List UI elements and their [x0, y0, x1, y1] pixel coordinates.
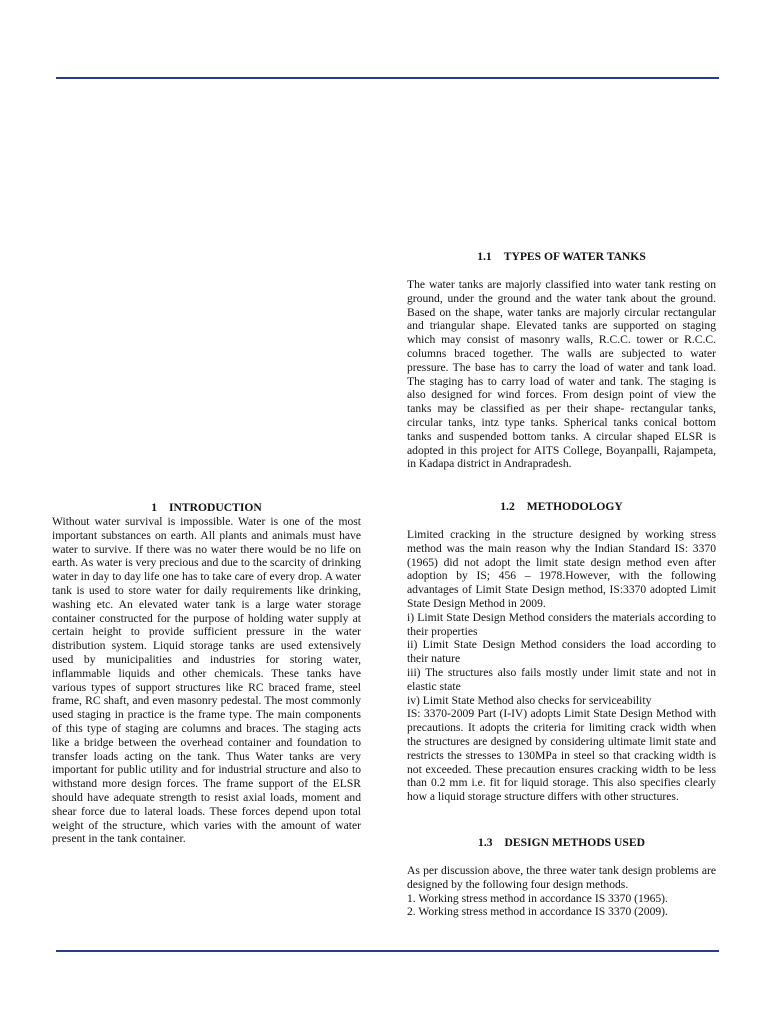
methodology-paragraph-2: IS: 3370-2009 Part (I-IV) adopts Limit State Design Method with precautions. It adopts the criteria for limiting crack width when the structures are designed by considering ultimate limit state and restricts the stresses to 130MPa in steel so that cracking width is not exceeded. These precaution ensures cracking width to be less than 0.2 mm i.e. fit for liquid storage. This also specifies clearly how a liquid storage structure differs with other structures.: [407, 707, 716, 804]
section-design-methods: [407, 836, 716, 919]
section-title: DESIGN METHODS USED: [504, 836, 645, 849]
section-number: 1: [151, 501, 158, 514]
footer-rule: [56, 950, 719, 952]
design-methods-list-item: 1. Working stress method in accordance IS 3370 (1965).: [407, 891, 668, 905]
section-title: METHODOLOGY: [526, 500, 623, 513]
introduction-paragraph: Without water survival is impossible. Water is one of the most important substances on earth. All plants and animals must have water to survive. If there was no water there would be no life on earth. As water is very precious and due to the scarcity of drinking water in day to day life one has to take care of every drop. A water tank is used to store water for daily requirements like drinking, washing etc. An elevated water tank is a large water storage container constructed for the purpose of holding water supply at certain height to provide sufficient pressure in the water distribution system. Liquid storage tanks are used extensively used by municipalities and industries for storing water, inflammable liquids and other chemicals. These tanks have various types of support structures like RC braced frame, steel frame, RC shaft, and even masonry pedestal. The most commonly used staging in practice is the frame type. The main components of this type of staging are columns and braces. The staging acts like a bridge between the overhead container and foundation to transfer loads acting on the tank. Thus Water tanks are very important for public utility and for industrial structure and also to withstand more design forces. The frame support of the ELSR should have adequate strength to resist axial loads, moment and shear force due to lateral loads. These forces depend upon total weight of the structure, which varies with the amount of water present in the tank container.: [52, 515, 361, 846]
methodology-list-item: iii) The structures also fails mostly under limit state and not in elastic state: [407, 665, 716, 693]
section-heading-types: [407, 250, 716, 264]
methodology-list-item: iv) Limit State Method also checks for serviceability: [407, 693, 652, 707]
section-number: 1.3: [478, 836, 493, 849]
methodology-list-item: i) Limit State Design Method considers the materials according to their properties: [407, 610, 716, 638]
methodology-list-item: ii) Limit State Design Method considers the load according to their nature: [407, 638, 716, 666]
section-types-of-water-tanks: [407, 250, 716, 471]
section-heading-methodology: [407, 500, 716, 514]
left-column: [52, 501, 361, 846]
section-methodology: [407, 500, 716, 804]
types-paragraph: The water tanks are majorly classified into water tank resting on ground, under the ground and the water tank about the ground. Based on the shape, water tanks are majorly circular rectangular and triangular shape. Elevated tanks are supported on staging which may consist of masonry walls, R.C.C. tower or R.C.C. columns braced together. The walls are subjected to water pressure. The base has to carry the load of water and tank load. The staging has to carry load of water and tank. The staging is also designed for wind forces. From design point of view the tanks may be classified as per their shape- rectangular tanks, circular tanks, intz type tanks. Spherical tanks conical bottom tanks and suspended bottom tanks. A circular shaped ELSR is adopted in this project for AITS College, Boyanpalli, Rajampeta, in Kadapa district in Andrapradesh.: [407, 278, 716, 471]
section-title: TYPES OF WATER TANKS: [503, 250, 646, 263]
section-number: 1.2: [500, 500, 515, 513]
section-heading-introduction: [52, 501, 361, 515]
section-number: 1.1: [477, 250, 492, 263]
methodology-paragraph: Limited cracking in the structure designed by working stress method was the main reason why the Indian Standard IS: 3370 (1965) did not adopt the limit state design method even after adoption by IS; 456 – 1978.However, with the following advantages of Limit State Design method, IS:3370 adopted Limit State Design Method in 2009.: [407, 528, 716, 610]
design-methods-list-item: 2. Working stress method in accordance IS 3370 (2009).: [407, 905, 668, 919]
section-title: INTRODUCTION: [169, 501, 262, 514]
design-methods-paragraph: As per discussion above, the three water tank design problems are designed by the following four design methods.: [407, 864, 716, 891]
header-rule: [56, 77, 719, 79]
section-heading-design-methods: [407, 836, 716, 850]
